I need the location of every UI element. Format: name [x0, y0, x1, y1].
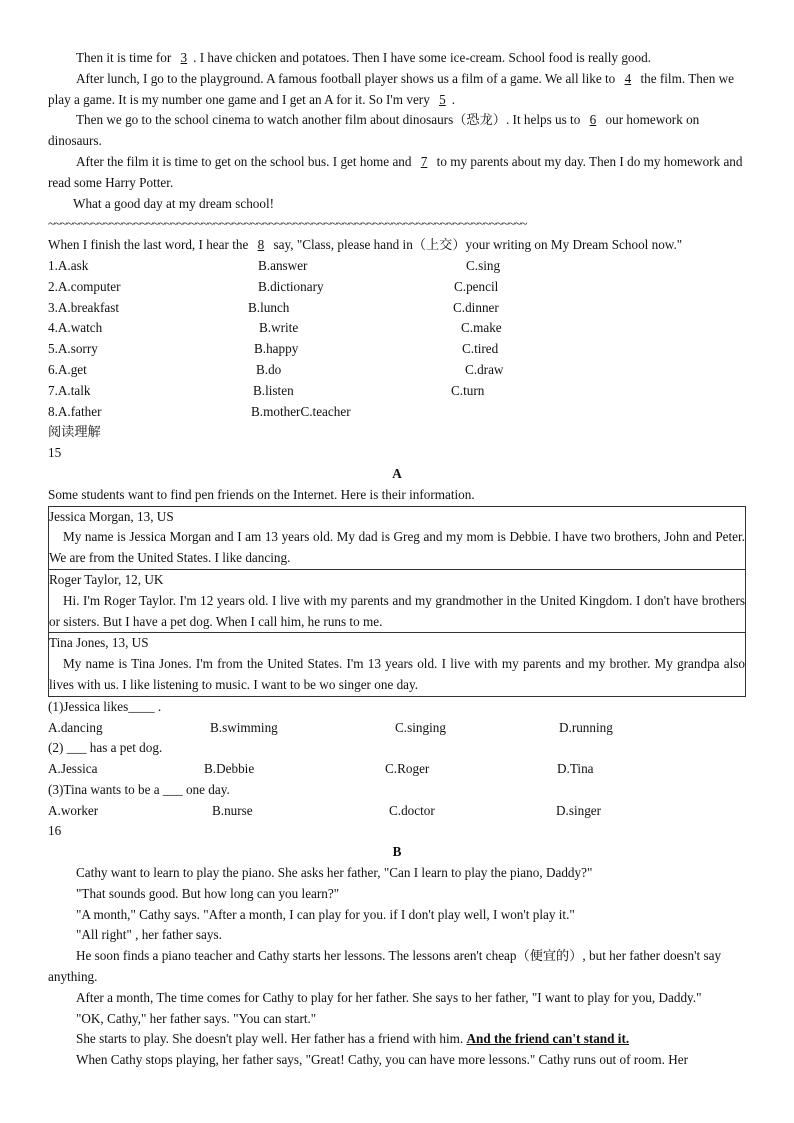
text: . I have chicken and potatoes. Then I have some ice-cream. School food is really good.: [193, 50, 651, 65]
blank-8: 8: [257, 237, 265, 253]
row-name: Jessica Morgan, 13, US: [49, 508, 174, 524]
option-a: 2.A.computer: [48, 278, 121, 294]
blank-4: 4: [624, 70, 632, 86]
option-b: B.motherC.teacher: [251, 403, 351, 419]
option-c: C.tired: [462, 341, 499, 357]
question-number-15: 15: [48, 445, 62, 461]
text: After lunch, I go to the playground. A famous football player shows us a film of a game. We all like to: [76, 70, 619, 86]
option-c: C.singing: [395, 719, 446, 735]
option-a: 4.A.watch: [48, 320, 103, 336]
table-row: [49, 632, 745, 695]
table-row: [49, 507, 745, 569]
option-a: A.worker: [48, 802, 99, 818]
question-1: (1)Jessica likes____ .: [48, 698, 162, 714]
question-1-options: [48, 718, 746, 739]
cloze-paragraph-5: What a good day at my dream school!: [73, 195, 275, 211]
row-name: Tina Jones, 13, US: [49, 635, 149, 651]
option-c: C.dinner: [453, 299, 499, 315]
option-d: D.running: [559, 719, 613, 735]
option-row-5: [48, 339, 746, 360]
text: our homework on dinosaurs.: [48, 112, 700, 149]
text: When I finish the last word, I hear the: [48, 237, 252, 253]
passage-b-paragraph: He soon finds a piano teacher and Cathy starts her lessons. The lessons aren't cheap（便宜的）, but her father doesn't say anything.: [48, 948, 722, 985]
option-a: A.Jessica: [48, 761, 98, 777]
passage-b-heading: B: [392, 844, 402, 860]
option-a: 1.A.ask: [48, 257, 89, 273]
option-a: 8.A.father: [48, 403, 102, 419]
row-text: Hi. I'm Roger Taylor. I'm 12 years old. I live with my parents and my grandmother in the United Kingdom. I don't have brothers or sisters. But I have a pet dog. When I call him, he runs to me.: [49, 592, 745, 629]
option-b: B.Debbie: [204, 761, 255, 777]
cloze-paragraph-2: [48, 69, 746, 111]
option-row-1: [48, 256, 746, 277]
question-2: (2) ___ has a pet dog.: [48, 740, 163, 756]
option-c: C.turn: [451, 382, 485, 398]
passage-a-intro: Some students want to find pen friends on the Internet. Here is their information.: [48, 486, 475, 502]
option-c: C.pencil: [454, 278, 499, 294]
option-row-7: [48, 381, 746, 402]
text: Then we go to the school cinema to watch another film about dinosaurs（恐龙）. It helps us to: [76, 112, 584, 128]
option-row-4: [48, 318, 746, 339]
option-b: B.answer: [258, 257, 308, 273]
passage-a-questions: [48, 697, 746, 822]
option-b: B.swimming: [210, 719, 278, 735]
text: After the film it is time to get on the school bus. I get home and: [76, 153, 415, 169]
underlined-sentence: And the friend can't stand it.: [466, 1031, 630, 1047]
option-b: B.lunch: [248, 299, 290, 315]
passage-b-paragraph: When Cathy stops playing, her father says, "Great! Cathy, you can have more lessons." Cathy runs out of room. Her: [76, 1052, 688, 1068]
option-b: B.dictionary: [258, 278, 324, 294]
text: say, "Class, please hand in（上交）your writing on My Dream School now.": [270, 237, 683, 253]
blank-3: 3: [180, 50, 188, 65]
question-3: (3)Tina wants to be a ___ one day.: [48, 781, 230, 797]
document-page: [48, 48, 746, 1071]
option-c: C.Roger: [385, 761, 430, 777]
option-d: D.singer: [556, 802, 602, 818]
text: .: [451, 91, 455, 107]
option-d: D.Tina: [557, 761, 594, 777]
question-2-options: [48, 759, 746, 780]
option-b: B.listen: [253, 382, 294, 398]
divider: ~~~~~~~~~~~~~~~~~~~~~~~~~~~~~~~~~~~~~~~~~~~~~~~~~~~~~~~~~~~~~~~~~~~~~~~~~~~~~~: [48, 216, 527, 232]
pen-friends-table: [48, 506, 746, 697]
option-b: B.happy: [254, 341, 299, 357]
passage-b-paragraph: After a month, The time comes for Cathy to play for her father. She says to her father, "I want to play for you, Daddy.": [76, 989, 702, 1005]
cloze-paragraph-3: [48, 110, 746, 152]
passage-b-paragraph: "A month," Cathy says. "After a month, I can play for you. if I don't play well, I won't play it.": [76, 906, 575, 922]
option-c: C.sing: [466, 257, 501, 273]
section-title: 阅读理解: [48, 424, 101, 440]
option-b: B.write: [259, 320, 299, 336]
cloze-paragraph-4: [48, 152, 746, 194]
question-3-options: [48, 801, 746, 822]
option-a: A.dancing: [48, 719, 103, 735]
option-row-3: [48, 298, 746, 319]
option-c: C.make: [461, 320, 502, 336]
blank-5: 5: [439, 91, 446, 107]
passage-b-paragraph: Cathy want to learn to play the piano. She asks her father, "Can I learn to play the piano, Daddy?": [76, 865, 593, 881]
text: Then it is time for: [76, 50, 175, 65]
option-b: B.nurse: [212, 802, 253, 818]
question-number-16: 16: [48, 823, 62, 839]
cloze-paragraph-1: [48, 48, 746, 69]
option-a: 7.A.talk: [48, 382, 91, 398]
passage-a-heading: A: [392, 465, 402, 481]
passage-b-body: [48, 863, 746, 1071]
text: She starts to play. She doesn't play well. Her father has a friend with him.: [76, 1031, 467, 1047]
option-row-6: [48, 360, 746, 381]
table-row: [49, 569, 745, 632]
option-a: 5.A.sorry: [48, 341, 98, 357]
option-b: B.do: [256, 361, 282, 377]
option-row-8: [48, 402, 746, 423]
option-row-2: [48, 277, 746, 298]
blank-6: 6: [589, 112, 597, 128]
text: the film. Then we play a game. It is my number one game and I get an A for it. So I'm very: [48, 70, 734, 107]
options-list: [48, 256, 746, 422]
passage-b-paragraph: [48, 1029, 746, 1050]
option-c: C.doctor: [389, 802, 435, 818]
passage-b-paragraph: "That sounds good. But how long can you learn?": [76, 885, 340, 901]
passage-b-paragraph: "OK, Cathy," her father says. "You can start.": [76, 1010, 317, 1026]
passage-b-paragraph: "All right" , her father says.: [76, 927, 222, 943]
option-c: C.draw: [465, 361, 504, 377]
cloze-paragraph-6: [48, 235, 746, 256]
row-text: My name is Jessica Morgan and I am 13 years old. My dad is Greg and my mom is Debbie. I have two brothers, John and Peter. We are from the United States. I like dancing.: [49, 529, 745, 566]
row-text: My name is Tina Jones. I'm from the United States. I'm 13 years old. I live with my parents and my brother. My grandpa also lives with us. I like listening to music. I want to be wo singer one day.: [49, 656, 745, 692]
option-a: 3.A.breakfast: [48, 299, 120, 315]
text: to my parents about my day. Then I do my homework and read some Harry Potter.: [48, 153, 743, 190]
option-a: 6.A.get: [48, 361, 87, 377]
row-name: Roger Taylor, 12, UK: [49, 571, 164, 587]
blank-7: 7: [420, 153, 428, 169]
